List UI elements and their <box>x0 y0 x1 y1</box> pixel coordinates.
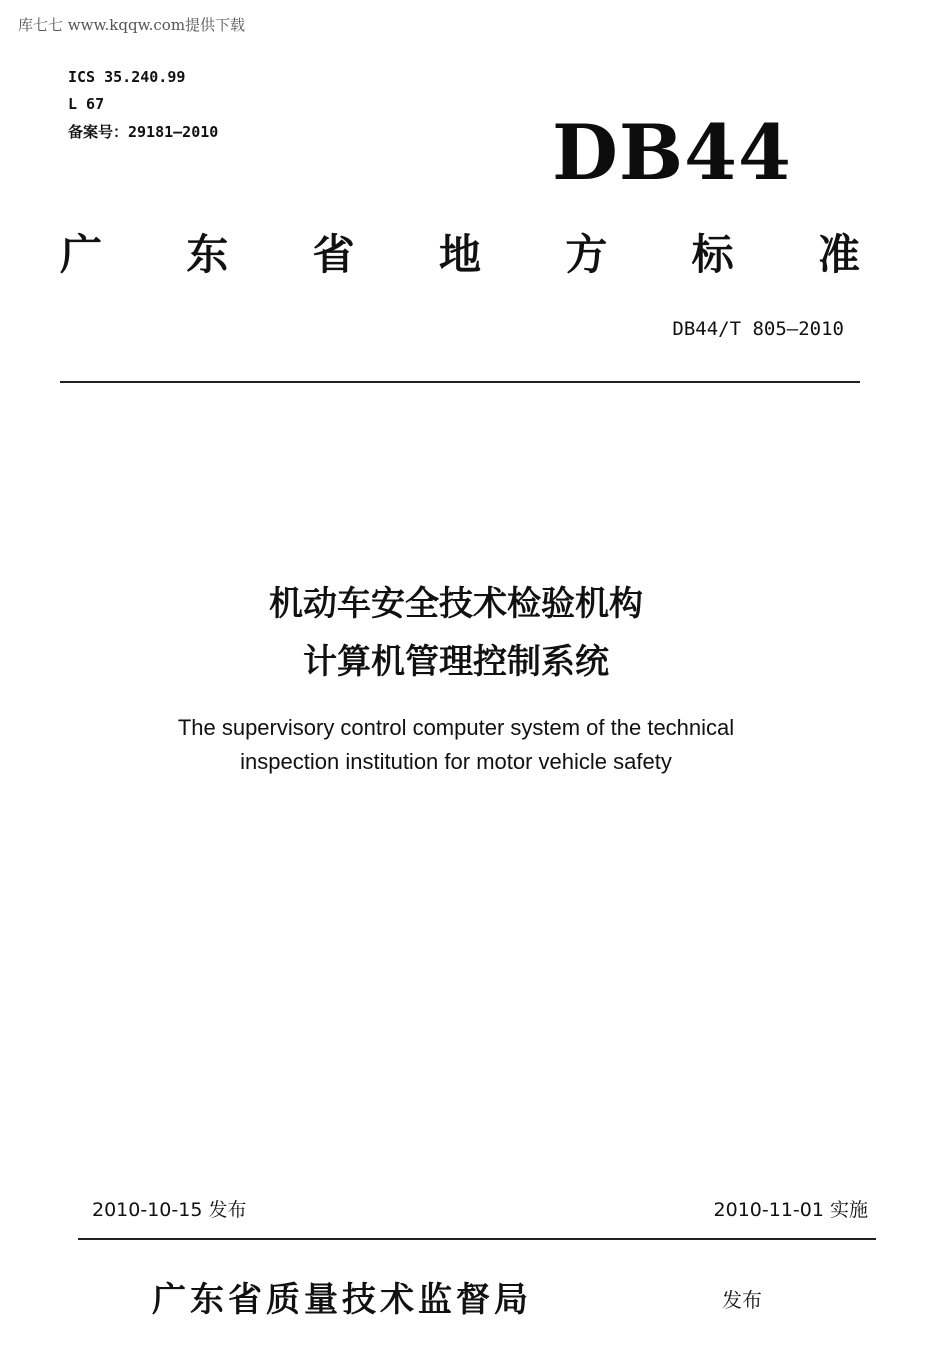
title-en-line1: The supervisory control computer system of the technical <box>177 715 735 740</box>
issue-date: 2010-10-15 发布 <box>92 1199 247 1221</box>
standard-type-char: 广 <box>60 230 103 279</box>
bottom-divider <box>78 1238 876 1240</box>
standard-type-char: 东 <box>186 230 229 279</box>
implementation-date: 2010-11-01 实施 <box>713 1199 868 1221</box>
title-cn-line2: 计算机管理控制系统 <box>303 642 609 682</box>
standard-type-char: 准 <box>817 230 860 279</box>
standard-type-char: 地 <box>438 230 481 279</box>
standard-type-char: 标 <box>691 230 734 279</box>
db44-logo: DB44 <box>552 108 792 197</box>
publish-label: 发布 <box>722 1288 762 1312</box>
standard-type-char: 省 <box>312 230 355 279</box>
document-code: DB44/T 805—2010 <box>672 318 844 340</box>
issuing-authority: 广东省质量技术监督局 <box>152 1280 532 1320</box>
ccs-code: L 67 <box>68 95 105 113</box>
title-cn-line1: 机动车安全技术检验机构 <box>269 584 643 624</box>
title-en-line2: inspection institution for motor vehicle safety <box>240 749 672 774</box>
standard-type-heading <box>60 222 860 282</box>
ics-code: ICS 35.240.99 <box>68 68 186 86</box>
standard-type-char: 方 <box>565 230 608 279</box>
watermark-text: 库七七 www.kqqw.com提供下载 <box>18 16 246 34</box>
top-divider <box>60 381 860 383</box>
filing-number: 备案号：29181—2010 <box>68 123 219 141</box>
